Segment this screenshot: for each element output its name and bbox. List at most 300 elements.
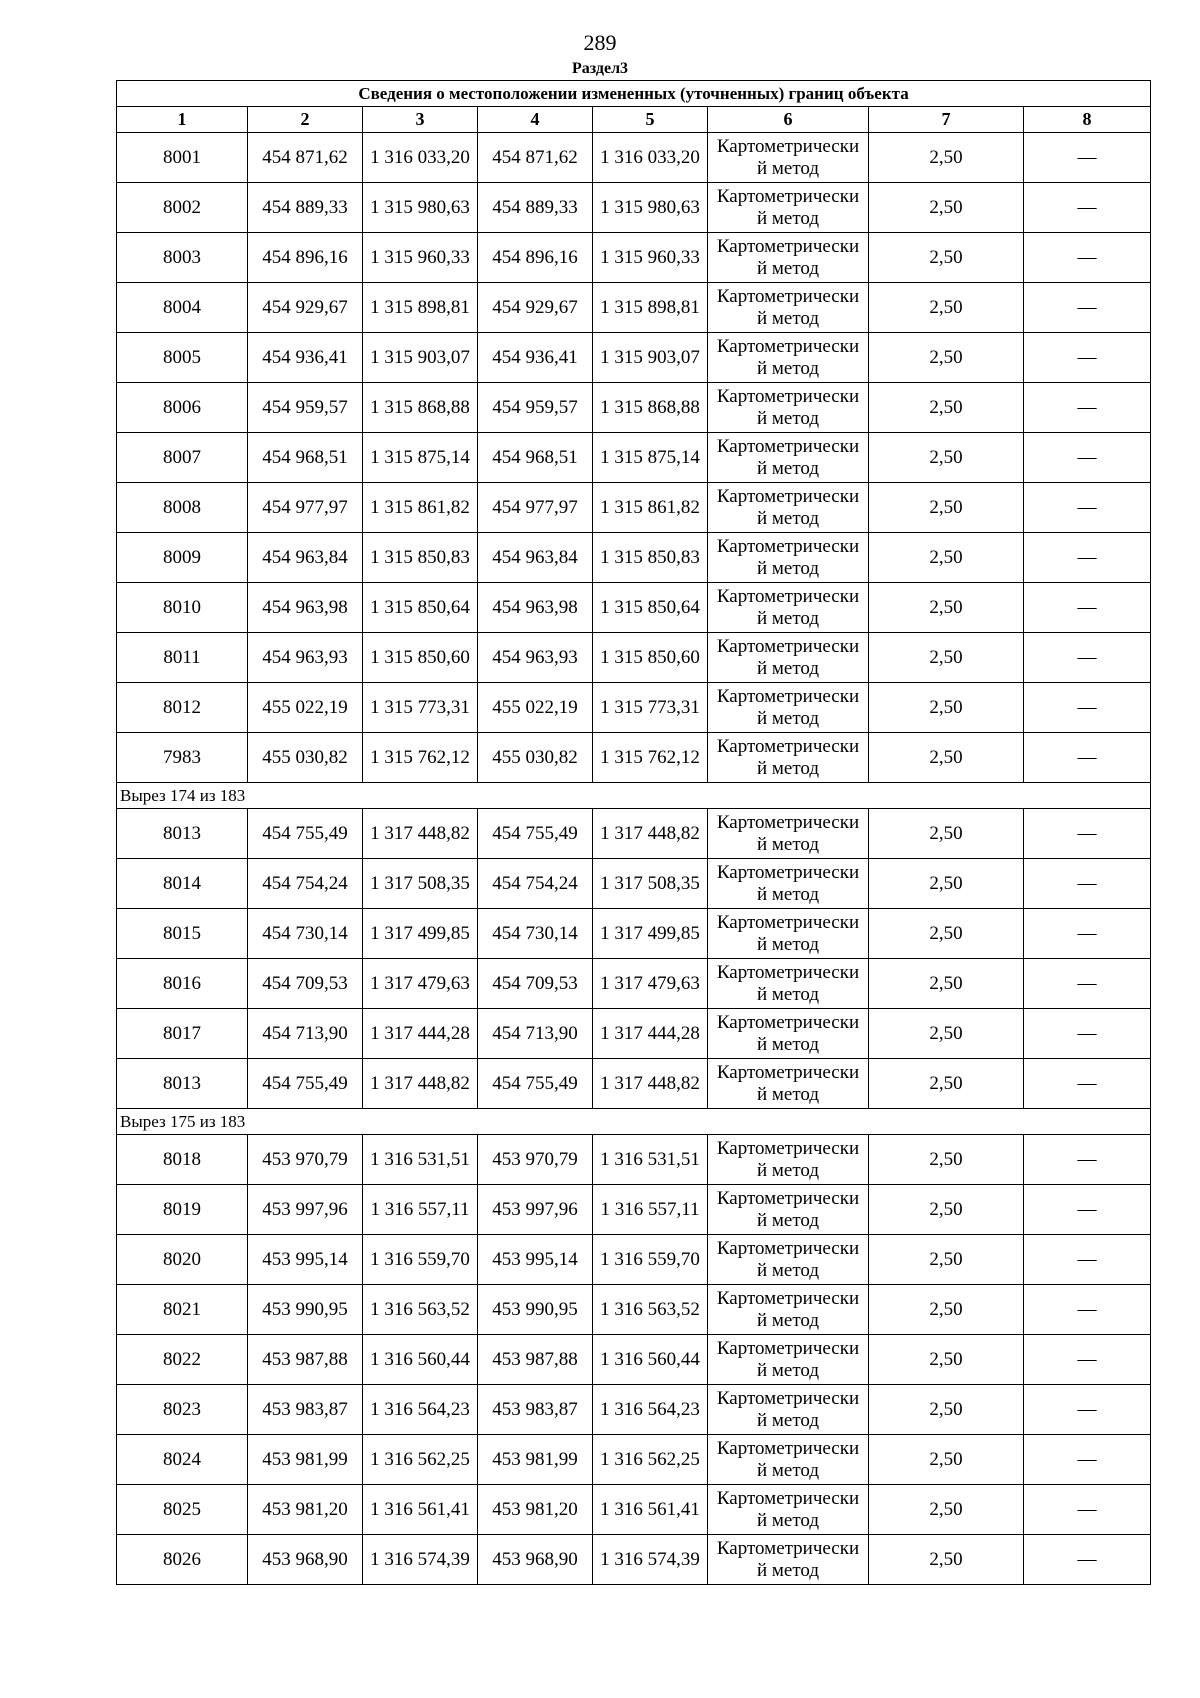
table-row xyxy=(117,1335,1151,1385)
point-number-cell: 8002 xyxy=(117,183,248,233)
method-cell xyxy=(708,233,869,283)
method-line-1: Картометрически xyxy=(716,685,860,707)
y-old-cell: 1 315 773,31 xyxy=(363,683,478,733)
point-number-cell: 8009 xyxy=(117,533,248,583)
y-new-cell: 1 315 898,81 xyxy=(593,283,708,333)
method-cell xyxy=(708,733,869,783)
method-line-2: й метод xyxy=(756,657,820,679)
method-line-2: й метод xyxy=(756,983,820,1005)
method-cell xyxy=(708,1435,869,1485)
method-line-1: Картометрически xyxy=(716,861,860,883)
method-line-1: Картометрически xyxy=(716,135,860,157)
method-line-2: й метод xyxy=(756,1409,820,1431)
table-row xyxy=(117,909,1151,959)
method-cell xyxy=(708,283,869,333)
method-line-1: Картометрически xyxy=(716,635,860,657)
table-row xyxy=(117,1285,1151,1335)
x-old-cell: 453 987,88 xyxy=(248,1335,363,1385)
method-line-2: й метод xyxy=(756,933,820,955)
method-line-1: Картометрически xyxy=(716,1011,860,1033)
method-line-2: й метод xyxy=(756,1209,820,1231)
method-cell xyxy=(708,683,869,733)
accuracy-cell: 2,50 xyxy=(869,433,1024,483)
x-old-cell: 454 977,97 xyxy=(248,483,363,533)
method-line-1: Картометрически xyxy=(716,1137,860,1159)
method-line-2: й метод xyxy=(756,1459,820,1481)
point-number-cell: 8013 xyxy=(117,809,248,859)
method-cell xyxy=(708,1485,869,1535)
y-new-cell: 1 317 479,63 xyxy=(593,959,708,1009)
x-new-cell: 454 959,57 xyxy=(478,383,593,433)
table-row xyxy=(117,633,1151,683)
method-line-1: Картометрически xyxy=(716,1337,860,1359)
x-new-cell: 453 968,90 xyxy=(478,1535,593,1585)
accuracy-cell: 2,50 xyxy=(869,1059,1024,1109)
point-number-cell: 8015 xyxy=(117,909,248,959)
method-line-1: Картометрически xyxy=(716,1437,860,1459)
y-old-cell: 1 316 561,41 xyxy=(363,1485,478,1535)
method-line-1: Картометрически xyxy=(716,1061,860,1083)
x-old-cell: 454 755,49 xyxy=(248,809,363,859)
table-caption-row xyxy=(117,81,1151,107)
column-number-row xyxy=(117,107,1151,133)
accuracy-cell: 2,50 xyxy=(869,583,1024,633)
table-row xyxy=(117,1435,1151,1485)
x-old-cell: 454 709,53 xyxy=(248,959,363,1009)
note-cell: — xyxy=(1024,583,1151,633)
method-cell xyxy=(708,1285,869,1335)
point-number-cell: 8016 xyxy=(117,959,248,1009)
table-row xyxy=(117,483,1151,533)
y-old-cell: 1 315 980,63 xyxy=(363,183,478,233)
y-old-cell: 1 315 762,12 xyxy=(363,733,478,783)
y-new-cell: 1 316 562,25 xyxy=(593,1435,708,1485)
method-cell xyxy=(708,1385,869,1435)
method-line-1: Картометрически xyxy=(716,535,860,557)
x-old-cell: 453 983,87 xyxy=(248,1385,363,1435)
x-old-cell: 454 755,49 xyxy=(248,1059,363,1109)
x-old-cell: 454 963,84 xyxy=(248,533,363,583)
point-number-cell: 7983 xyxy=(117,733,248,783)
method-cell xyxy=(708,1235,869,1285)
x-new-cell: 453 981,20 xyxy=(478,1485,593,1535)
method-line-2: й метод xyxy=(756,157,820,179)
x-new-cell: 454 929,67 xyxy=(478,283,593,333)
accuracy-cell: 2,50 xyxy=(869,483,1024,533)
method-line-1: Картометрически xyxy=(716,1187,860,1209)
method-cell xyxy=(708,1135,869,1185)
method-cell xyxy=(708,183,869,233)
x-new-cell: 453 995,14 xyxy=(478,1235,593,1285)
accuracy-cell: 2,50 xyxy=(869,909,1024,959)
method-line-1: Картометрически xyxy=(716,1537,860,1559)
note-cell: — xyxy=(1024,1435,1151,1485)
point-number-cell: 8025 xyxy=(117,1485,248,1535)
note-cell: — xyxy=(1024,1535,1151,1585)
y-new-cell: 1 315 850,83 xyxy=(593,533,708,583)
method-line-1: Картометрически xyxy=(716,235,860,257)
method-line-1: Картометрически xyxy=(716,185,860,207)
method-cell xyxy=(708,333,869,383)
table-row xyxy=(117,283,1151,333)
method-line-2: й метод xyxy=(756,1559,820,1581)
accuracy-cell: 2,50 xyxy=(869,283,1024,333)
method-cell xyxy=(708,483,869,533)
column-number: 8 xyxy=(1024,107,1151,133)
y-old-cell: 1 317 499,85 xyxy=(363,909,478,959)
y-new-cell: 1 315 980,63 xyxy=(593,183,708,233)
y-old-cell: 1 317 508,35 xyxy=(363,859,478,909)
x-new-cell: 455 030,82 xyxy=(478,733,593,783)
x-new-cell: 454 963,84 xyxy=(478,533,593,583)
y-new-cell: 1 317 499,85 xyxy=(593,909,708,959)
x-old-cell: 454 963,98 xyxy=(248,583,363,633)
y-old-cell: 1 316 559,70 xyxy=(363,1235,478,1285)
method-cell xyxy=(708,859,869,909)
accuracy-cell: 2,50 xyxy=(869,1235,1024,1285)
x-old-cell: 454 754,24 xyxy=(248,859,363,909)
column-number: 1 xyxy=(117,107,248,133)
y-old-cell: 1 316 560,44 xyxy=(363,1335,478,1385)
page-number: 289 xyxy=(583,30,617,55)
method-cell xyxy=(708,809,869,859)
x-new-cell: 454 936,41 xyxy=(478,333,593,383)
y-old-cell: 1 315 868,88 xyxy=(363,383,478,433)
y-new-cell: 1 316 574,39 xyxy=(593,1535,708,1585)
method-line-2: й метод xyxy=(756,607,820,629)
point-number-cell: 8020 xyxy=(117,1235,248,1285)
cutout-label-row xyxy=(117,783,1151,809)
table-row xyxy=(117,859,1151,909)
x-new-cell: 453 987,88 xyxy=(478,1335,593,1385)
accuracy-cell: 2,50 xyxy=(869,859,1024,909)
x-new-cell: 454 709,53 xyxy=(478,959,593,1009)
note-cell: — xyxy=(1024,383,1151,433)
point-number-cell: 8023 xyxy=(117,1385,248,1435)
method-cell xyxy=(708,1059,869,1109)
accuracy-cell: 2,50 xyxy=(869,333,1024,383)
table-row xyxy=(117,1009,1151,1059)
method-cell xyxy=(708,533,869,583)
x-old-cell: 453 981,20 xyxy=(248,1485,363,1535)
accuracy-cell: 2,50 xyxy=(869,1009,1024,1059)
y-new-cell: 1 317 508,35 xyxy=(593,859,708,909)
x-old-cell: 454 871,62 xyxy=(248,133,363,183)
point-number-cell: 8021 xyxy=(117,1285,248,1335)
method-line-2: й метод xyxy=(756,207,820,229)
accuracy-cell: 2,50 xyxy=(869,1185,1024,1235)
accuracy-cell: 2,50 xyxy=(869,233,1024,283)
accuracy-cell: 2,50 xyxy=(869,1535,1024,1585)
x-new-cell: 453 981,99 xyxy=(478,1435,593,1485)
method-cell xyxy=(708,1009,869,1059)
accuracy-cell: 2,50 xyxy=(869,183,1024,233)
y-old-cell: 1 316 562,25 xyxy=(363,1435,478,1485)
table-row xyxy=(117,383,1151,433)
x-old-cell: 454 936,41 xyxy=(248,333,363,383)
y-new-cell: 1 315 850,60 xyxy=(593,633,708,683)
note-cell: — xyxy=(1024,133,1151,183)
point-number-cell: 8003 xyxy=(117,233,248,283)
y-new-cell: 1 315 773,31 xyxy=(593,683,708,733)
note-cell: — xyxy=(1024,1485,1151,1535)
point-number-cell: 8024 xyxy=(117,1435,248,1485)
method-line-1: Картометрически xyxy=(716,485,860,507)
boundary-coordinates-table xyxy=(116,80,1151,1585)
method-cell xyxy=(708,383,869,433)
accuracy-cell: 2,50 xyxy=(869,1435,1024,1485)
method-cell xyxy=(708,909,869,959)
note-cell: — xyxy=(1024,233,1151,283)
y-new-cell: 1 316 560,44 xyxy=(593,1335,708,1385)
method-line-1: Картометрически xyxy=(716,1287,860,1309)
accuracy-cell: 2,50 xyxy=(869,809,1024,859)
table-row xyxy=(117,433,1151,483)
point-number-cell: 8004 xyxy=(117,283,248,333)
accuracy-cell: 2,50 xyxy=(869,383,1024,433)
x-old-cell: 454 929,67 xyxy=(248,283,363,333)
note-cell: — xyxy=(1024,1335,1151,1385)
method-line-2: й метод xyxy=(756,1033,820,1055)
table-body xyxy=(117,81,1151,1585)
x-new-cell: 454 968,51 xyxy=(478,433,593,483)
table-row xyxy=(117,683,1151,733)
table-row xyxy=(117,733,1151,783)
table-row xyxy=(117,533,1151,583)
note-cell: — xyxy=(1024,183,1151,233)
y-new-cell: 1 315 762,12 xyxy=(593,733,708,783)
note-cell: — xyxy=(1024,1385,1151,1435)
y-new-cell: 1 315 960,33 xyxy=(593,233,708,283)
method-line-2: й метод xyxy=(756,357,820,379)
point-number-cell: 8022 xyxy=(117,1335,248,1385)
point-number-cell: 8006 xyxy=(117,383,248,433)
accuracy-cell: 2,50 xyxy=(869,1335,1024,1385)
accuracy-cell: 2,50 xyxy=(869,733,1024,783)
y-old-cell: 1 316 033,20 xyxy=(363,133,478,183)
y-new-cell: 1 317 448,82 xyxy=(593,809,708,859)
note-cell: — xyxy=(1024,533,1151,583)
x-old-cell: 453 981,99 xyxy=(248,1435,363,1485)
method-cell xyxy=(708,1185,869,1235)
y-old-cell: 1 315 850,83 xyxy=(363,533,478,583)
note-cell: — xyxy=(1024,1009,1151,1059)
x-new-cell: 454 977,97 xyxy=(478,483,593,533)
x-old-cell: 453 997,96 xyxy=(248,1185,363,1235)
method-line-1: Картометрически xyxy=(716,385,860,407)
method-line-2: й метод xyxy=(756,883,820,905)
x-new-cell: 454 730,14 xyxy=(478,909,593,959)
y-new-cell: 1 317 448,82 xyxy=(593,1059,708,1109)
y-new-cell: 1 315 850,64 xyxy=(593,583,708,633)
method-line-1: Картометрически xyxy=(716,735,860,757)
accuracy-cell: 2,50 xyxy=(869,1135,1024,1185)
y-old-cell: 1 316 531,51 xyxy=(363,1135,478,1185)
x-new-cell: 454 755,49 xyxy=(478,1059,593,1109)
table-row xyxy=(117,1059,1151,1109)
point-number-cell: 8010 xyxy=(117,583,248,633)
x-old-cell: 453 970,79 xyxy=(248,1135,363,1185)
y-old-cell: 1 317 448,82 xyxy=(363,809,478,859)
y-new-cell: 1 315 861,82 xyxy=(593,483,708,533)
y-new-cell: 1 316 033,20 xyxy=(593,133,708,183)
point-number-cell: 8001 xyxy=(117,133,248,183)
x-old-cell: 454 968,51 xyxy=(248,433,363,483)
method-line-1: Картометрически xyxy=(716,285,860,307)
x-old-cell: 453 995,14 xyxy=(248,1235,363,1285)
accuracy-cell: 2,50 xyxy=(869,633,1024,683)
method-line-2: й метод xyxy=(756,707,820,729)
method-line-2: й метод xyxy=(756,1359,820,1381)
method-line-1: Картометрически xyxy=(716,811,860,833)
y-new-cell: 1 317 444,28 xyxy=(593,1009,708,1059)
y-old-cell: 1 317 479,63 xyxy=(363,959,478,1009)
note-cell: — xyxy=(1024,283,1151,333)
point-number-cell: 8018 xyxy=(117,1135,248,1185)
table-row xyxy=(117,233,1151,283)
method-line-2: й метод xyxy=(756,1159,820,1181)
method-line-1: Картометрически xyxy=(716,585,860,607)
x-old-cell: 453 990,95 xyxy=(248,1285,363,1335)
table-row xyxy=(117,583,1151,633)
y-new-cell: 1 316 531,51 xyxy=(593,1135,708,1185)
method-line-1: Картометрически xyxy=(716,1387,860,1409)
point-number-cell: 8013 xyxy=(117,1059,248,1109)
method-cell xyxy=(708,1535,869,1585)
column-number: 4 xyxy=(478,107,593,133)
y-old-cell: 1 316 564,23 xyxy=(363,1385,478,1435)
column-number: 6 xyxy=(708,107,869,133)
method-line-1: Картометрически xyxy=(716,1487,860,1509)
method-cell xyxy=(708,633,869,683)
x-old-cell: 454 963,93 xyxy=(248,633,363,683)
note-cell: — xyxy=(1024,683,1151,733)
cutout-label-row xyxy=(117,1109,1151,1135)
table-row xyxy=(117,133,1151,183)
table-row xyxy=(117,1135,1151,1185)
method-cell xyxy=(708,433,869,483)
x-new-cell: 454 871,62 xyxy=(478,133,593,183)
method-line-2: й метод xyxy=(756,557,820,579)
note-cell: — xyxy=(1024,1285,1151,1335)
section-title: Раздел3 xyxy=(571,60,629,77)
y-old-cell: 1 315 960,33 xyxy=(363,233,478,283)
table-row xyxy=(117,809,1151,859)
y-new-cell: 1 316 559,70 xyxy=(593,1235,708,1285)
column-number: 3 xyxy=(363,107,478,133)
x-new-cell: 454 889,33 xyxy=(478,183,593,233)
accuracy-cell: 2,50 xyxy=(869,1285,1024,1335)
x-new-cell: 454 713,90 xyxy=(478,1009,593,1059)
y-old-cell: 1 315 875,14 xyxy=(363,433,478,483)
y-new-cell: 1 316 557,11 xyxy=(593,1185,708,1235)
x-new-cell: 453 997,96 xyxy=(478,1185,593,1235)
point-number-cell: 8005 xyxy=(117,333,248,383)
method-line-2: й метод xyxy=(756,407,820,429)
method-line-2: й метод xyxy=(756,1509,820,1531)
note-cell: — xyxy=(1024,433,1151,483)
note-cell: — xyxy=(1024,809,1151,859)
y-old-cell: 1 316 574,39 xyxy=(363,1535,478,1585)
x-old-cell: 453 968,90 xyxy=(248,1535,363,1585)
x-old-cell: 454 713,90 xyxy=(248,1009,363,1059)
y-old-cell: 1 315 850,64 xyxy=(363,583,478,633)
method-line-2: й метод xyxy=(756,757,820,779)
table-row xyxy=(117,183,1151,233)
x-new-cell: 454 963,93 xyxy=(478,633,593,683)
point-number-cell: 8011 xyxy=(117,633,248,683)
method-line-2: й метод xyxy=(756,257,820,279)
point-number-cell: 8014 xyxy=(117,859,248,909)
accuracy-cell: 2,50 xyxy=(869,133,1024,183)
table-row xyxy=(117,1235,1151,1285)
point-number-cell: 8017 xyxy=(117,1009,248,1059)
method-line-2: й метод xyxy=(756,457,820,479)
x-new-cell: 454 963,98 xyxy=(478,583,593,633)
cutout-label: Вырез 174 из 183 xyxy=(117,783,1151,809)
note-cell: — xyxy=(1024,733,1151,783)
x-new-cell: 454 754,24 xyxy=(478,859,593,909)
table-row xyxy=(117,1185,1151,1235)
x-old-cell: 454 896,16 xyxy=(248,233,363,283)
column-number: 2 xyxy=(248,107,363,133)
table-row xyxy=(117,333,1151,383)
method-line-1: Картометрически xyxy=(716,1237,860,1259)
table-row xyxy=(117,1535,1151,1585)
y-old-cell: 1 317 444,28 xyxy=(363,1009,478,1059)
y-new-cell: 1 315 875,14 xyxy=(593,433,708,483)
point-number-cell: 8019 xyxy=(117,1185,248,1235)
accuracy-cell: 2,50 xyxy=(869,959,1024,1009)
x-new-cell: 454 896,16 xyxy=(478,233,593,283)
note-cell: — xyxy=(1024,483,1151,533)
point-number-cell: 8026 xyxy=(117,1535,248,1585)
y-old-cell: 1 316 557,11 xyxy=(363,1185,478,1235)
y-old-cell: 1 316 563,52 xyxy=(363,1285,478,1335)
x-new-cell: 453 983,87 xyxy=(478,1385,593,1435)
y-new-cell: 1 315 868,88 xyxy=(593,383,708,433)
x-old-cell: 455 022,19 xyxy=(248,683,363,733)
column-number: 7 xyxy=(869,107,1024,133)
y-new-cell: 1 315 903,07 xyxy=(593,333,708,383)
method-cell xyxy=(708,1335,869,1385)
point-number-cell: 8012 xyxy=(117,683,248,733)
point-number-cell: 8008 xyxy=(117,483,248,533)
table-row xyxy=(117,1485,1151,1535)
x-new-cell: 453 970,79 xyxy=(478,1135,593,1185)
table-row xyxy=(117,959,1151,1009)
x-old-cell: 454 730,14 xyxy=(248,909,363,959)
method-cell xyxy=(708,583,869,633)
method-line-2: й метод xyxy=(756,833,820,855)
method-line-2: й метод xyxy=(756,1259,820,1281)
method-line-2: й метод xyxy=(756,307,820,329)
y-old-cell: 1 317 448,82 xyxy=(363,1059,478,1109)
x-new-cell: 455 022,19 xyxy=(478,683,593,733)
note-cell: — xyxy=(1024,1135,1151,1185)
x-old-cell: 454 889,33 xyxy=(248,183,363,233)
x-old-cell: 455 030,82 xyxy=(248,733,363,783)
accuracy-cell: 2,50 xyxy=(869,1485,1024,1535)
y-new-cell: 1 316 564,23 xyxy=(593,1385,708,1435)
method-line-1: Картометрически xyxy=(716,911,860,933)
y-old-cell: 1 315 861,82 xyxy=(363,483,478,533)
method-cell xyxy=(708,133,869,183)
y-new-cell: 1 316 561,41 xyxy=(593,1485,708,1535)
note-cell: — xyxy=(1024,1185,1151,1235)
method-line-2: й метод xyxy=(756,1083,820,1105)
y-new-cell: 1 316 563,52 xyxy=(593,1285,708,1335)
